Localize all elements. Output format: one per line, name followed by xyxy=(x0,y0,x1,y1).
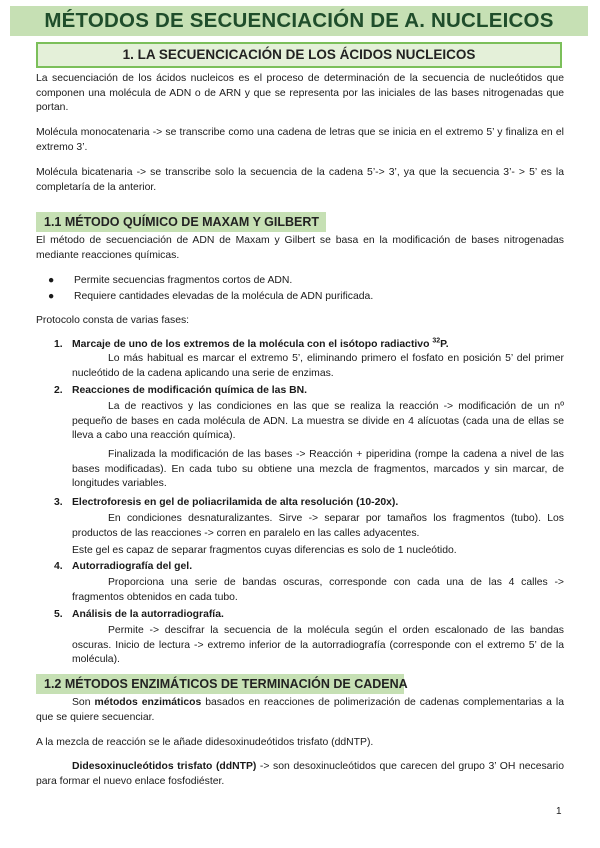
step-body-text: La de reactivos y las condiciones en las que se realiza la reacción -> modificación de un nº pequeño de bases en cada molécula de ADN. La muestra se divide en 4 alícuotas (cada una de ellas se lleva a cabo una reacción química). xyxy=(72,401,564,442)
section-heading-1-1: 1.1 MÉTODO QUÍMICO DE MAXAM Y GILBERT xyxy=(36,212,326,232)
section-heading-1: 1. LA SECUENCICACIÓN DE LOS ÁCIDOS NUCLEICOS xyxy=(36,42,562,68)
step-3-body-2 xyxy=(72,544,564,559)
page-number: 1 xyxy=(556,806,562,817)
ddntp-definition xyxy=(36,760,564,789)
step-body-text: Lo más habitual es marcar el extremo 5’, eliminando primero el fosfato en posición 5’ del primer nucleótido de la cadena aplicando una serie de enzimas. xyxy=(72,353,564,379)
monocatenaria-paragraph: Molécula monocatenaria -> se transcribe como una cadena de letras que se inicia en el extremo 5’ y finaliza en el extremo 3’. xyxy=(36,127,564,153)
step-heading: Electroforesis en gel de poliacrilamida de alta resolución (10-20x). xyxy=(72,497,399,508)
step-2-body xyxy=(72,400,564,444)
step-4-body xyxy=(72,576,564,605)
step-number: 1. xyxy=(54,339,63,350)
paragraph-bold-text: métodos enzimáticos xyxy=(94,697,202,708)
step-heading-text: P. xyxy=(440,339,449,350)
step-heading xyxy=(72,338,449,353)
step-1-body xyxy=(72,352,564,381)
paragraph-text: -> son desoxinucleótidos que carecen del grupo 3’ OH necesario para formar el nuevo enlace fosfodiéster. xyxy=(36,761,564,787)
step-body-text: Proporciona una serie de bandas oscuras, corresponde con cada una de las 4 calles -> fragmentos obtenidos en cada tubo. xyxy=(72,577,564,603)
bullet-text: Requiere cantidades elevadas de la molécula de ADN purificada. xyxy=(74,291,374,302)
bullet-text: Permite secuencias fragmentos cortos de ADN. xyxy=(74,275,293,286)
bicatenaria-paragraph: Molécula bicatenaria -> se transcribe solo la secuencia de la cadena 5’-> 3’, ya que la secuencia 3’- > 5’ es la completaría de la anterior. xyxy=(36,167,564,193)
bullet-icon: ● xyxy=(48,291,55,302)
enzymatic-paragraph xyxy=(36,696,564,725)
step-3-body xyxy=(72,512,564,541)
step-5-body xyxy=(72,624,564,668)
step-number: 3. xyxy=(54,497,63,508)
bullet-icon: ● xyxy=(48,275,55,286)
ddntp-paragraph: A la mezcla de reacción se le añade didesoxinudeótidos trisfato (ddNTP). xyxy=(36,737,374,748)
paragraph-text: Son xyxy=(72,697,95,708)
step-heading: Reacciones de modificación química de las BN. xyxy=(72,385,308,396)
step-body-text: Este gel es capaz de separar fragmentos cuyas diferencias es solo de 1 nucleótido. xyxy=(72,545,457,556)
document-title: MÉTODOS DE SECUENCIACIÓN DE A. NUCLEICOS xyxy=(10,6,588,36)
step-body-text: En condiciones desnaturalizantes. Sirve -> separar por tamaños los fragmentos (tubo). Los productos de las reacciones -> corren en paralelo en las calles adyacentes. xyxy=(72,513,564,539)
protocol-intro: Protocolo consta de varias fases: xyxy=(36,315,190,326)
step-heading: Análisis de la autorradiografía. xyxy=(72,609,224,620)
step-number: 5. xyxy=(54,609,63,620)
step-2-body-2 xyxy=(72,448,564,492)
step-number: 4. xyxy=(54,561,63,572)
step-body-text: Finalizada la modificación de las bases -> Reacción + piperidina (rompe la cadena a nivel de las bases modificadas). En cada tubo su obtiene una mezcla de fragmentos, marcados y sin marcar, de longitudes variables. xyxy=(72,449,564,490)
step-body-text: Permite -> descifrar la secuencia de la molécula según el orden escalonado de las bandas oscuras. Inicio de lectura -> extremo inferior de la autorradiografía (corresponde con el extremo 5’ de la molécula). xyxy=(72,625,564,666)
step-heading-text: Marcaje de uno de los extremos de la molécula con el isótopo radiactivo xyxy=(72,339,433,350)
intro-paragraph: La secuenciación de los ácidos nucleicos es el proceso de determinación de la secuencia de nucleótidos que componen una molécula de ADN o de ARN y que se representa por las iniciales de las bases nitrogenadas que portan. xyxy=(36,73,564,114)
paragraph-text: basados en reacciones de polimerización de cadenas complementarias a la que se quiere secuenciar. xyxy=(36,697,564,723)
section-heading-1-2: 1.2 MÉTODOS ENZIMÁTICOS DE TERMINACIÓN DE CADENA xyxy=(36,674,404,694)
isotope-superscript: 32 xyxy=(432,337,441,345)
step-heading: Autorradiografía del gel. xyxy=(72,561,193,572)
paragraph-bold-text: Didesoxinucleótidos trisfato (ddNTP) xyxy=(72,761,257,772)
step-number: 2. xyxy=(54,385,63,396)
maxam-gilbert-intro: El método de secuenciación de ADN de Maxam y Gilbert se basa en la modificación de bases nitrogenadas mediante reacciones químicas. xyxy=(36,235,564,261)
